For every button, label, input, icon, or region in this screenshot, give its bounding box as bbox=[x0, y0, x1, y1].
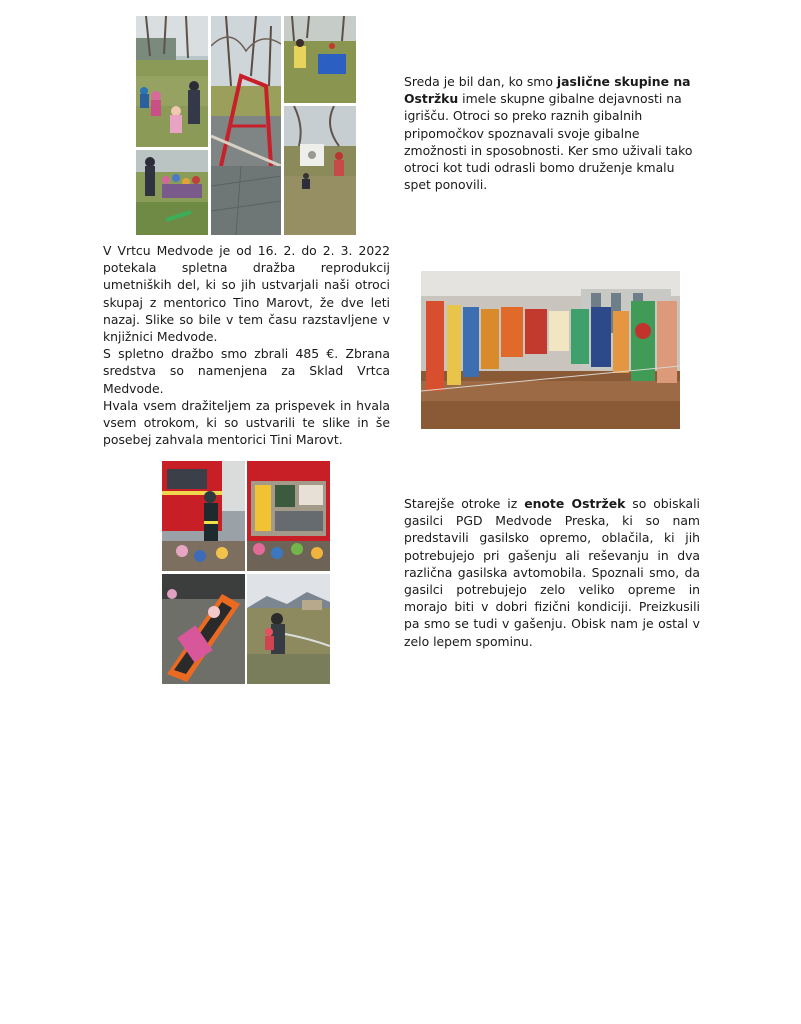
text-body: imele skupne gibalne dejavnosti na igrišču. Otroci so preko raznih gibalnih pripomočkov spoznavali svoje gibalne zmožnosti in sposobnosti. Ker smo uživali tako otroci kot tudi odrasli bomo druženje kmalu spet ponovili. bbox=[404, 91, 693, 193]
paragraph-jaslicne-skupine bbox=[404, 73, 700, 193]
playground-photo-group-on-grass bbox=[136, 150, 208, 235]
fire-text-body: so obiskali gasilci PGD Medvode Preska, ki so nam predstavili gasilsko opremo, oblačila, ki jih potrebujejo pri gašenju ali reševanju in dva različna gasilska avtomobila. Spoznali smo, da gasilci potrebujejo zelo veliko opreme in morajo biti v dobri fizični kondiciji. Preizkusili pa smo se tudi v gašenju. Obisk nam je ostal v zelo lepem spominu. bbox=[404, 496, 700, 649]
text-bold-groups: jaslične skupine na Ostržku bbox=[404, 74, 691, 107]
paragraph-auction bbox=[103, 242, 390, 448]
auction-text-2: S spletno dražbo smo zbrali 485 €. Zbrana sredstva so namenjena za Sklad Vrtca Medvode. bbox=[103, 346, 390, 396]
paragraph-firefighters bbox=[404, 495, 700, 650]
firefighter-photo-rescue-stretcher bbox=[162, 574, 245, 684]
playground-photo-children-walking bbox=[136, 16, 208, 147]
firefighter-photo-extinguishing bbox=[247, 574, 330, 684]
playground-photo-blue-table bbox=[284, 16, 356, 103]
auction-text-3: Hvala vsem dražiteljem za prispevek in hvala vsem otrokom, ki so ustvarili te slike in še posebej zahvala mentorici Tini Marovt. bbox=[103, 397, 390, 448]
firefighter-photo-fire-truck bbox=[162, 461, 245, 571]
text-intro: Sreda je bil dan, ko smo bbox=[404, 74, 557, 89]
fire-text-bold-unit: enote Ostržek bbox=[524, 496, 626, 511]
firefighter-photo-equipment bbox=[247, 461, 330, 571]
fire-text-intro: Starejše otroke iz bbox=[404, 496, 525, 511]
playground-photo-target-board bbox=[284, 106, 356, 235]
exhibition-photo-library bbox=[421, 271, 680, 429]
auction-text-1: V Vrtcu Medvode je od 16. 2. do 2. 3. 2022 potekala spletna dražba reprodukcij umetniških del, ki so jih ustvarjali naši otroci skupaj z mentorico Tino Marovt, že dve leti nazaj. Slike so bile v tem času razstavljene v knjižnici Medvode. bbox=[103, 243, 390, 345]
playground-photo-swing-frame bbox=[211, 16, 281, 235]
